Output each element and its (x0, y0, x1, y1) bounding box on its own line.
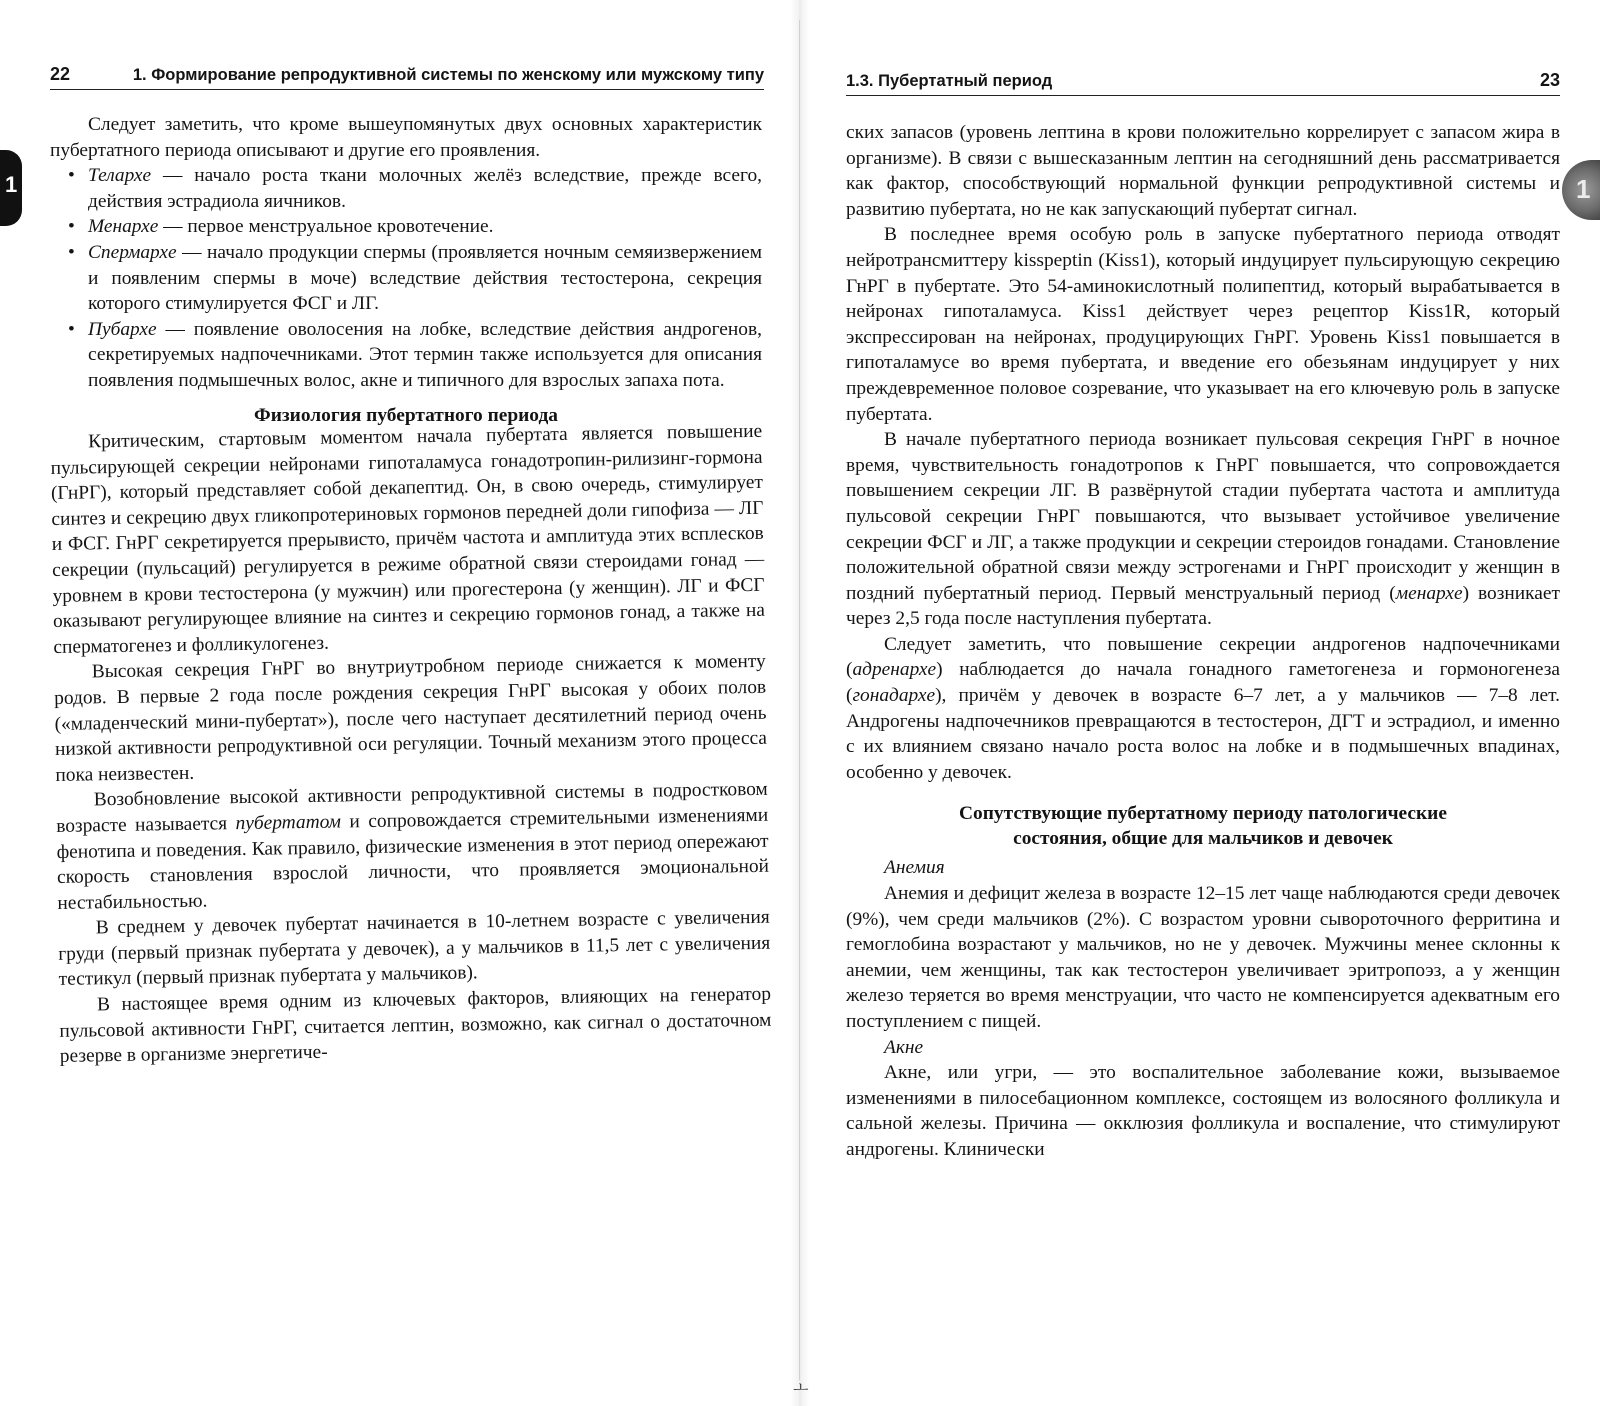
section-heading (846, 801, 1560, 851)
paragraph: Анемия и дефицит железа в возрасте 12–15 лет чаще наблюдаются среди девочек (9%), чем среди мальчиков (2%). С возрастом уровни сывороточного ферритина и гемоглобина возрастают у мальчиков, но не у девочек. Мужчины менее склонны к анемии, чем женщины, так как тестостерон увеличивает эритропоэз, а у женщин железо теряется во время менструации, что часто не компенсируется адекватным его поступлением с пищей. (846, 883, 1560, 1032)
term: Менархе (88, 216, 159, 238)
list-item: • Пубархе — появление оволосения на лобке, вследствие действия андрогенов, секретируемых надпочечниками. Этот термин также используется для описания появления подмышечных волос, акне и типичного для взрослых запаха пота. (68, 318, 762, 391)
bullet-icon: • (68, 241, 75, 263)
paragraph: Критическим, стартовым моментом начала пубертата является повышение пульсирующей секреции нейронами гипоталамуса гонадотропин-рилизинг-гормона (ГнРГ), который представляет собой декапептид. Он, в свою очередь, стимулирует синтез и секрецию двух гликопротериновых гормонов передней доли гипофиза — ЛГ и ФСГ. ГнРГ секретируется прерывисто, причём частота и амплитуда этих всплесков секреции (пульсаций) регулируется в режиме обратной связи стероидами гонад — уровнем в крови тестостерона (у мужчин) или прогестерона (у женщин). ЛГ и ФСГ оказывают регулирующее влияние на синтез и секрецию гормонов гонад, а также на сперматогенез и фолликулогенез. (50, 420, 766, 658)
paragraph: В начале пубертатного периода возникает пульсовая секреция ГнРГ в ночное время, чувствительность гонадотропов к ГнРГ повышается, что сопровождается повышением секреции ЛГ. В развёрнутой стадии пубертата частота и амплитуда пульсовой секреции ГнРГ повышаются, что вызывает устойчивое увеличение секреции ФСГ и ЛГ, а также продукции и секреции стероидов гонадами. Становление положительной обратной связи между эстрогенами и ГнРГ происходит у женщин в поздний пубертатный период. Первый менструальный период (менархе) возникает через 2,5 года после наступления пубертата. (846, 429, 1560, 630)
term: Пубархе (88, 318, 157, 340)
paragraph: В настоящее время одним из ключевых факторов, влияющих на генератор пульсовой активности ГнРГ, считается лептин, возможно, как сигнал о достаточном резерве в организме энергетиче- (59, 983, 772, 1067)
paragraph: ских запасов (уровень лептина в крови положительно коррелирует с запасом жира в организме). В связи с вышесказанным лептин на сегодняшний день рассматривается как фактор, способствующий нормальной функции репродуктивной системы и развитию пубертата, но не как запускающий пубертат сигнал. (846, 122, 1560, 220)
right-page (810, 0, 1600, 1406)
section-heading-line: Сопутствующие пубертатному периоду патологические (959, 803, 1447, 825)
book-gutter (790, 0, 810, 1406)
right-running-head (846, 66, 1560, 96)
bullet-icon: • (68, 216, 75, 238)
left-page (0, 0, 790, 1406)
list-item: • Менархе — первое менструальное кровотечение. (88, 214, 762, 240)
page-number: 23 (1539, 70, 1560, 90)
paragraph: Возобновление высокой активности репродуктивной системы в подростковом возрасте называется пубертатом и сопровождается стремительными изменениями фенотипа и поведения. Как правило, физические изменения в этот период опережают скорость становления взрослой личности, что проявляется эмоциональной нестабильностью. (56, 778, 770, 914)
term: гонадархе (852, 685, 936, 707)
paragraph: Следует заметить, что повышение секреции андрогенов надпочечниками (адренархе) наблюдается до начала гонадного гаметогенеза и гормоногенеза (гонадархе), причём у девочек в возрасте 6–7 лет, а у мальчиков — 7–8 лет. Андрогены надпочечников превращаются в тестостерон, ДГТ и эстрадиол, и именно с их влиянием связано начало роста волос на лобке и в подмышечных впадинах, особенно у девочек. (846, 633, 1560, 783)
gutter-line (799, 20, 800, 1380)
subheading-acne: Акне (884, 1036, 924, 1058)
gutter-mark: ㅗ (793, 1380, 809, 1397)
section-title: 1.3. Пубертатный период (846, 72, 1053, 90)
term: пубертатом (235, 810, 342, 834)
page-number: 22 (50, 64, 71, 84)
chapter-thumb-tab-left (0, 150, 22, 226)
bullet-icon: • (68, 165, 75, 187)
manifestations-list (50, 163, 762, 393)
chapter-thumb-number: 1 (5, 172, 18, 197)
term: Телархе (88, 165, 152, 187)
left-lower-block (50, 418, 772, 1069)
section-heading: Физиология пубертатного периода (254, 404, 558, 426)
chapter-title: 1. Формирование репродуктивной системы по женскому или мужскому типу (132, 66, 764, 84)
paragraph: Акне, или угри, — это воспалительное заболевание кожи, вызываемое изменениями в пилосебационном комплексе, состоящем из волосяного фолликула и сальной железы. Причина — окклюзия фолликула и воспаление, что стимулируют андрогены. Клинически (846, 1062, 1560, 1160)
paragraph: В последнее время особую роль в запуске пубертатного периода отводят нейротрансмиттеру kisspeptin (Kiss1), который индуцирует пульсирующую секрецию ГнРГ в пубертате. Это 54-аминокислотный полипептид, который вырабатывается в нейронах гипоталамуса. Kiss1 действует через рецептор Kiss1R, который экспрессирован на нейронах, продуцирующих ГнРГ. Уровень Kiss1 повышается в гипоталамусе во время пубертата, и введение его обезьянам индуцирует у них преждевременное половое созревание, что указывает на его ключевую роль в запуске пубертата. (846, 224, 1560, 425)
list-item: • Телархе — начало роста ткани молочных желёз вследствие, прежде всего, действия эстрадиола яичников. (68, 165, 762, 212)
intro-paragraph: Следует заметить, что кроме вышеупомянутых двух основных характеристик пубертатного периода описывают и другие его проявления. (50, 114, 762, 161)
subheading-anemia: Анемия (884, 857, 945, 879)
paragraph: Высокая секреция ГнРГ во внутриутробном периоде снижается к моменту родов. В первые 2 года после рождения секреция ГнРГ высокая у обоих полов («младенческий мини-пубертат»), после чего наступает десятилетний период очень низкой активности репродуктивной оси регуляции. Точный механизм этого процесса пока неизвестен. (54, 650, 768, 786)
paragraph: В среднем у девочек пубертат начинается в 10-летнем возрасте с увеличения груди (первый признак пубертата у девочек), а у мальчиков в 11,5 лет с увеличения тестикул (первый признак пубертата у мальчиков). (58, 906, 771, 990)
section-heading-line: состояния, общие для мальчиков и девочек (1013, 828, 1393, 850)
right-body-text (846, 120, 1560, 1163)
bullet-icon: • (68, 318, 75, 340)
left-running-head (50, 60, 764, 90)
term: менархе (1395, 582, 1463, 604)
list-item: • Спермархе — начало продукции спермы (проявляется ночным семяизвержением и появленим спермы в моче) вследствие действия тестостерона, секреция которого стимулируется ФСГ и ЛГ. (68, 241, 762, 315)
left-body-text (50, 112, 772, 1069)
term: адренархе (852, 659, 937, 681)
chapter-thumb-number: 1 (1576, 174, 1591, 204)
term: Спермархе (88, 241, 177, 263)
